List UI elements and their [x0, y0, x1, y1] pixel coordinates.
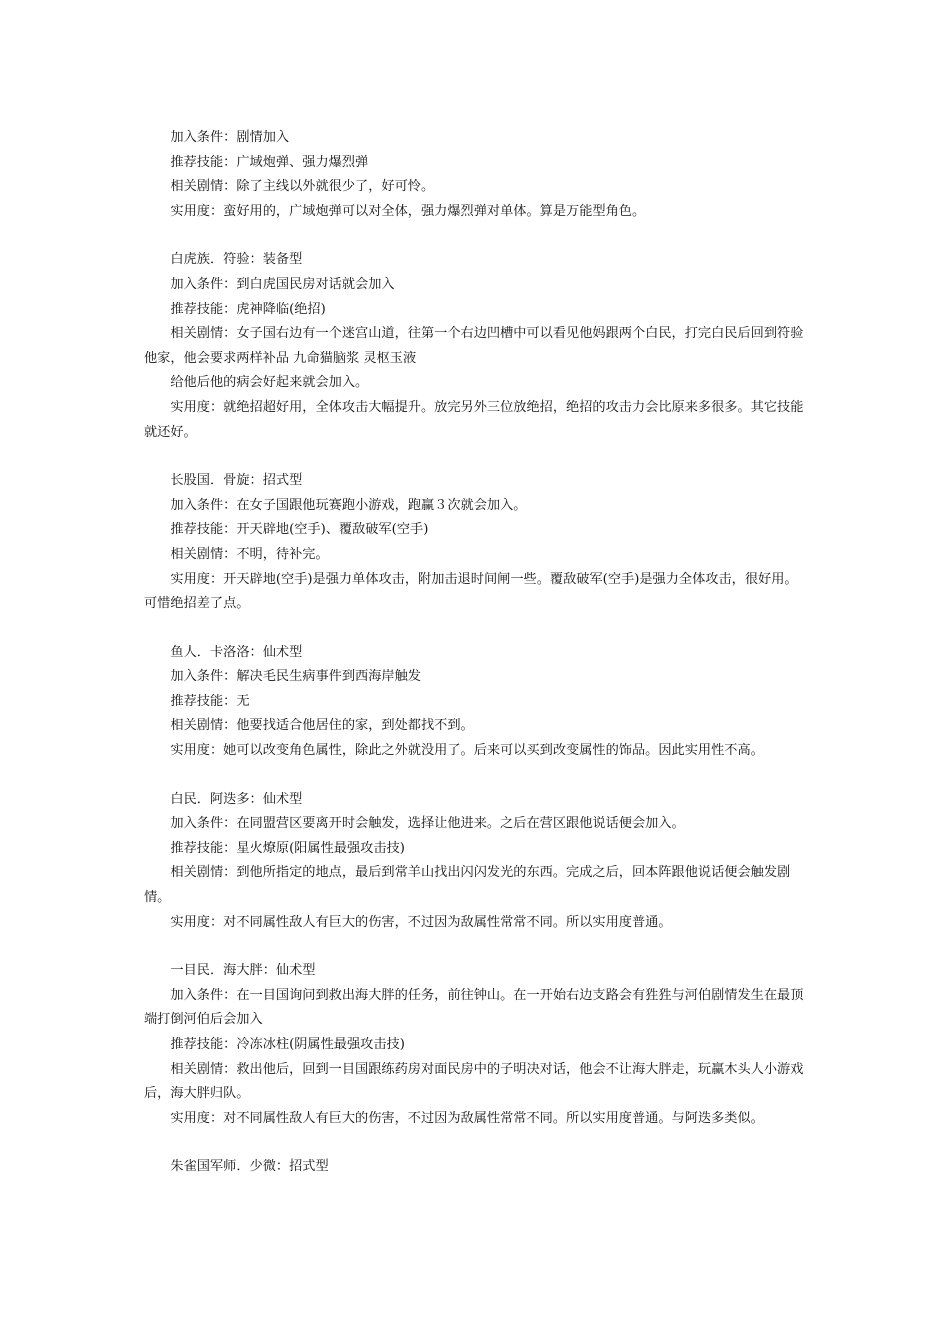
related-story-line: 相关剧情：救出他后，回到一目国跟练药房对面民房中的子明决对话，他会不让海大胖走，玩赢木头人小游戏后，海大胖归队。 — [144, 1061, 804, 1102]
recommended-skill-line: 推荐技能：无 — [170, 693, 250, 709]
usefulness-line: 实用度：就绝招超好用，全体攻击大幅提升。放完另外三位放绝招，绝招的攻击力会比原来多很多。其它技能就还好。 — [144, 399, 804, 440]
section-intro — [144, 126, 809, 224]
section-shaowei — [144, 1155, 809, 1180]
join-condition-line: 加入条件：在一目国询问到救出海大胖的任务，前往钟山。在一开始右边支路会有狌狌与河伯剧情发生在最顶端打倒河伯后会加入 — [144, 987, 804, 1028]
join-condition-line: 加入条件：解决毛民生病事件到西海岸触发 — [170, 669, 421, 685]
character-title: 白虎族．符验：装备型 — [170, 252, 303, 268]
section-fuyan — [144, 248, 809, 445]
recommended-skill-line: 推荐技能：开天辟地(空手)、覆敌破军(空手) — [170, 522, 429, 538]
recommended-skill-line: 推荐技能：星火燎原(阳属性最强攻击技) — [170, 840, 405, 856]
related-story-continuation-line: 给他后他的病会好起来就会加入。 — [170, 375, 369, 391]
join-condition-line: 加入条件：在同盟营区要离开时会触发，选择让他进来。之后在营区跟他说话便会加入。 — [170, 816, 685, 832]
recommended-skill-line: 推荐技能：广域炮弹、强力爆烈弹 — [170, 154, 369, 170]
join-condition-line: 加入条件：到白虎国民房对话就会加入 — [170, 276, 395, 292]
character-title: 长股国．骨旋：招式型 — [170, 473, 303, 489]
related-story-line: 相关剧情：到他所指定的地点，最后到常羊山找出闪闪发光的东西。完成之后，回本阵跟他说话便会触发剧情。 — [144, 865, 791, 906]
related-story-line: 相关剧情：他要找适合他居住的家，到处都找不到。 — [170, 718, 474, 734]
usefulness-line: 实用度：她可以改变角色属性，除此之外就没用了。后来可以买到改变属性的饰品。因此实用性不高。 — [170, 743, 764, 759]
usefulness-line: 实用度：蛮好用的，广域炮弹可以对全体，强力爆烈弹对单体。算是万能型角色。 — [170, 203, 646, 219]
section-haidapang — [144, 959, 809, 1131]
character-title: 鱼人．卡洛洛：仙术型 — [170, 644, 303, 660]
recommended-skill-line: 推荐技能：冷冻冰柱(阴属性最强攻击技) — [170, 1037, 405, 1052]
usefulness-line: 实用度：对不同属性敌人有巨大的伤害，不过因为敌属性常常不同。所以实用度普通。与阿迭多类似。 — [170, 1110, 764, 1126]
character-title: 白民．阿迭多：仙术型 — [170, 791, 303, 807]
document-page — [144, 126, 809, 1204]
usefulness-line: 实用度：对不同属性敌人有巨大的伤害，不过因为敌属性常常不同。所以实用度普通。 — [170, 914, 672, 930]
related-story-line: 相关剧情：除了主线以外就很少了，好可怜。 — [170, 179, 435, 195]
section-adieduo — [144, 788, 809, 936]
join-condition-line: 加入条件：在女子国跟他玩赛跑小游戏，跑赢３次就会加入。 — [170, 497, 527, 513]
join-condition-line: 加入条件：剧情加入 — [170, 130, 290, 145]
section-guxuan — [144, 469, 809, 617]
usefulness-line: 实用度：开天辟地(空手)是强力单体攻击，附加击退时间闸一些。覆敌破军(空手)是强力全体攻击，很好用。可惜绝招差了点。 — [144, 571, 798, 612]
character-title: 朱雀国军师．少微：招式型 — [170, 1159, 329, 1175]
related-story-line: 相关剧情：不明，待补完。 — [170, 546, 329, 562]
character-title: 一目民．海大胖：仙术型 — [170, 963, 316, 979]
related-story-line: 相关剧情：女子国右边有一个迷宫山道，往第一个右边凹槽中可以看见他妈跟两个白民，打完白民后回到符验他家，他会要求两样补品 九命猫脑浆 灵枢玉液 — [144, 326, 804, 366]
recommended-skill-line: 推荐技能：虎神降临(绝招) — [170, 301, 326, 317]
section-kaluoluo — [144, 641, 809, 764]
